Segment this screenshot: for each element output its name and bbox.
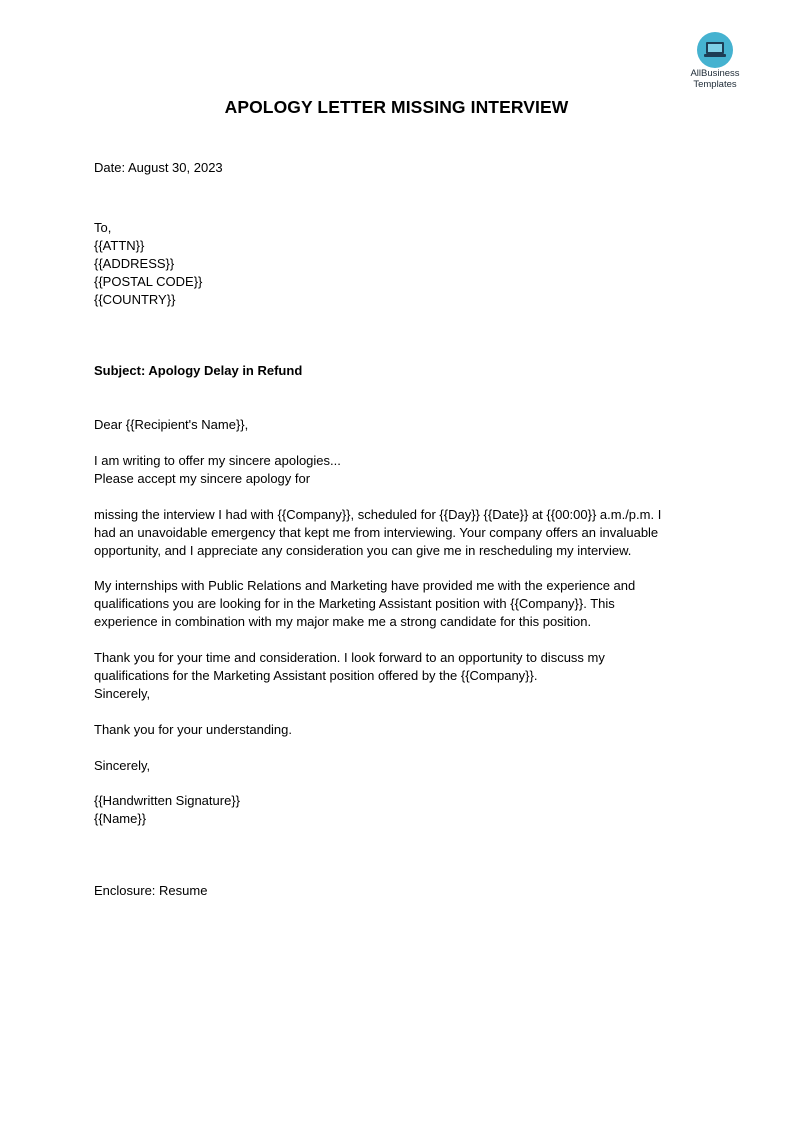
enclosure-line: Enclosure: Resume (94, 883, 208, 898)
date-line: Date: August 30, 2023 (94, 160, 223, 175)
address-line-to: To, (94, 220, 112, 235)
logo-text-line1: AllBusiness (690, 68, 740, 79)
logo-text-line2: Templates (693, 79, 737, 90)
intro-line-2: Please accept my sincere apology for (94, 471, 311, 486)
logo-badge (697, 32, 733, 68)
address-line-postal-code: {{POSTAL CODE}} (94, 274, 203, 289)
paragraph-line: opportunity, and I appreciate any consideration you can give me in rescheduling my interview. (94, 543, 632, 558)
address-line-address: {{ADDRESS}} (94, 256, 175, 271)
paragraph-interview (94, 506, 661, 560)
allbusiness-templates-logo (680, 32, 750, 90)
paragraph-line: experience in combination with my major make me a strong candidate for this position. (94, 614, 592, 629)
paragraph-line: had an unavoidable emergency that kept me from interviewing. Your company offers an invaluable (94, 525, 659, 540)
signature-line: {{Handwritten Signature}} (94, 793, 240, 808)
signature-block (94, 792, 240, 828)
paragraph-line: missing the interview I had with {{Company}}, scheduled for {{Day}} {{Date}} at {{00:00}} a.m./p.m. I (94, 507, 662, 522)
paragraph-line: qualifications you are looking for in the Marketing Assistant position with {{Company}}. This (94, 596, 615, 611)
laptop-icon (703, 40, 727, 60)
paragraph-line: Sincerely, (94, 686, 151, 701)
paragraph-line: My internships with Public Relations and Marketing have provided me with the experience and (94, 578, 636, 593)
document-title: APOLOGY LETTER MISSING INTERVIEW (224, 97, 569, 117)
intro-line-1: I am writing to offer my sincere apologies... (94, 453, 341, 468)
address-line-attn: {{ATTN}} (94, 238, 145, 253)
thanks-line: Thank you for your understanding. (94, 722, 293, 737)
recipient-address-block (94, 219, 202, 309)
paragraph-line: Thank you for your time and consideration. I look forward to an opportunity to discuss my (94, 650, 605, 665)
salutation: Dear {{Recipient's Name}}, (94, 417, 249, 432)
intro-block (94, 452, 341, 488)
paragraph-qualifications (94, 577, 635, 631)
address-line-country: {{COUNTRY}} (94, 292, 176, 307)
signer-name: {{Name}} (94, 811, 147, 826)
paragraph-line: qualifications for the Marketing Assistant position offered by the {{Company}}. (94, 668, 538, 683)
closing-line: Sincerely, (94, 758, 151, 773)
subject-line: Subject: Apology Delay in Refund (94, 363, 303, 378)
paragraph-thank-you (94, 649, 605, 703)
